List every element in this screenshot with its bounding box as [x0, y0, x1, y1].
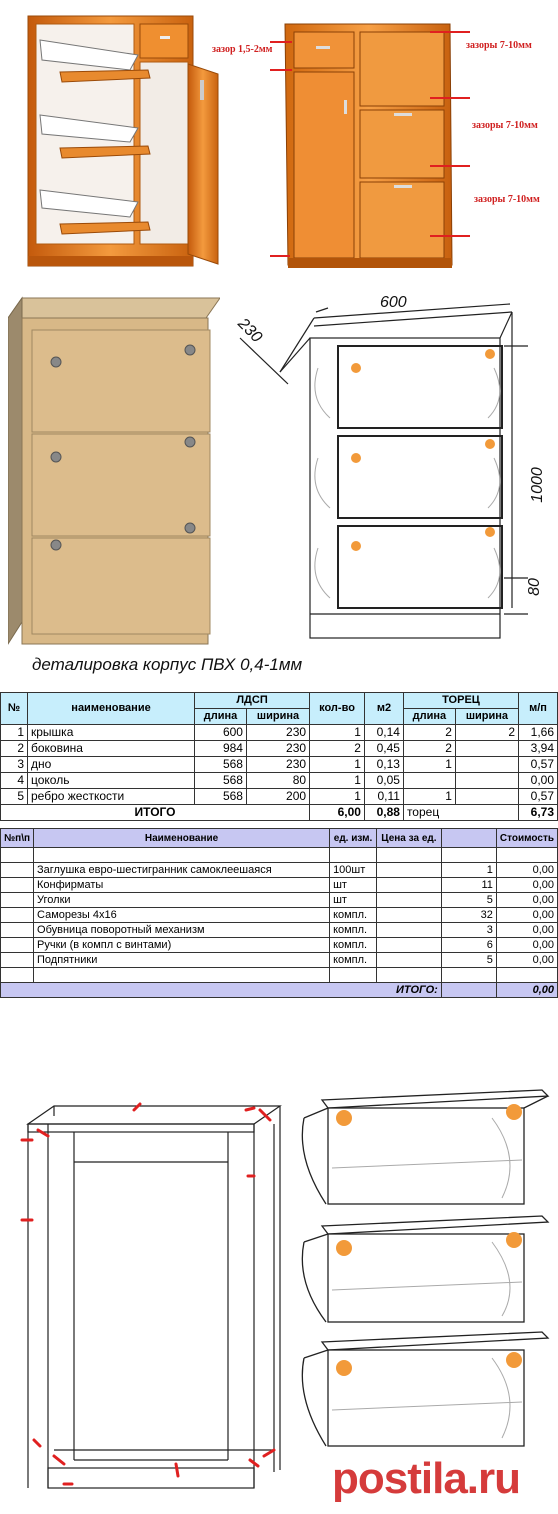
col-hw-price: Цена за ед.	[376, 829, 441, 848]
table-row	[1, 953, 558, 968]
hardware-table	[0, 828, 558, 998]
cell-length: 568	[195, 773, 247, 789]
cell-hw-cost: 0,00	[496, 953, 557, 968]
cell-hw-count	[441, 848, 496, 863]
cell-no: 1	[1, 725, 28, 741]
col-edge-width: ширина	[455, 709, 518, 725]
plinth-dimension: 80	[525, 578, 543, 596]
cell-edge-length: 1	[403, 757, 455, 773]
cell-hw-cost: 0,00	[496, 938, 557, 953]
col-m2: м2	[364, 693, 403, 725]
cell-hw-unit: компл.	[330, 953, 377, 968]
cell-m2: 0,05	[364, 773, 403, 789]
gap-label-mid: зазоры 7-10мм	[472, 120, 538, 131]
cell-hw-cost: 0,00	[496, 893, 557, 908]
depth-dimension: 230	[234, 315, 266, 347]
cell-hw-count: 3	[441, 923, 496, 938]
col-edge-length: длина	[403, 709, 455, 725]
cell-hw-unit: компл.	[330, 908, 377, 923]
cell-edge-length: 2	[403, 725, 455, 741]
cell-no: 3	[1, 757, 28, 773]
cell-hw-cost	[496, 848, 557, 863]
cell-mp: 0,00	[519, 773, 558, 789]
table-row	[1, 938, 558, 953]
cell-mp: 0,57	[519, 789, 558, 805]
cell-hw-count: 1	[441, 863, 496, 878]
cell-hw-name: Саморезы 4х16	[34, 908, 330, 923]
cell-hw-unit	[330, 968, 377, 983]
cell-edge-width	[455, 789, 518, 805]
cell-hw-cost	[496, 968, 557, 983]
cell-no: 2	[1, 741, 28, 757]
table-row	[1, 908, 558, 923]
cell-hw-name: Заглушка евро-шестигранник самоклеешаяся	[34, 863, 330, 878]
cell-hw-cost: 0,00	[496, 863, 557, 878]
table-row	[1, 878, 558, 893]
cell-m2: 0,14	[364, 725, 403, 741]
cell-edge-length: 1	[403, 789, 455, 805]
cell-mp: 3,94	[519, 741, 558, 757]
cell-qty: 1	[310, 789, 365, 805]
total-mp: 6,73	[519, 805, 558, 821]
height-dimension: 1000	[528, 467, 546, 503]
watermark: postila.ru	[332, 1454, 521, 1503]
gap-label-bot: зазоры 7-10мм	[474, 194, 540, 205]
cell-name: ребро жесткости	[28, 789, 195, 805]
cell-no: 5	[1, 789, 28, 805]
cell-length: 600	[195, 725, 247, 741]
cell-hw-name: Конфирматы	[34, 878, 330, 893]
table-row	[1, 741, 558, 757]
col-hw-no: №п\п	[1, 829, 34, 848]
hw-total-cost: 0,00	[496, 983, 557, 998]
col-edge: ТОРЕЦ	[403, 693, 518, 709]
hw-total-label: ИТОГО:	[1, 983, 442, 998]
cell-no: 4	[1, 773, 28, 789]
cell-m2: 0,11	[364, 789, 403, 805]
width-dimension: 600	[380, 294, 407, 311]
cell-hw-count: 6	[441, 938, 496, 953]
col-no: №	[1, 693, 28, 725]
total-edge-label: торец	[403, 805, 518, 821]
cell-hw-count: 32	[441, 908, 496, 923]
cell-hw-unit	[330, 848, 377, 863]
col-hw-cost: Стоимость	[496, 829, 557, 848]
table-row	[1, 725, 558, 741]
cell-length: 984	[195, 741, 247, 757]
cell-width: 200	[246, 789, 309, 805]
swing-drawer-top	[292, 1088, 554, 1212]
cell-edge-width: 2	[455, 725, 518, 741]
cell-hw-unit: компл.	[330, 923, 377, 938]
cell-qty: 1	[310, 725, 365, 741]
cell-edge-length: 2	[403, 741, 455, 757]
cell-width: 230	[246, 741, 309, 757]
cabinet-open-photo	[20, 10, 225, 275]
cell-name: боковина	[28, 741, 195, 757]
detail-caption: деталировка корпус ПВХ 0,4-1мм	[32, 655, 303, 674]
cell-hw-unit: компл.	[330, 938, 377, 953]
cell-name: крышка	[28, 725, 195, 741]
col-ldsp: ЛДСП	[195, 693, 310, 709]
cell-width: 230	[246, 725, 309, 741]
cell-name: дно	[28, 757, 195, 773]
cell-hw-cost: 0,00	[496, 908, 557, 923]
col-width: ширина	[246, 709, 309, 725]
cell-hw-unit: шт	[330, 878, 377, 893]
col-qty: кол-во	[310, 693, 365, 725]
cell-hw-unit: 100шт	[330, 863, 377, 878]
cell-hw-name	[34, 848, 330, 863]
col-name: наименование	[28, 693, 195, 725]
cell-name: цоколь	[28, 773, 195, 789]
col-hw-unit: ед. изм.	[330, 829, 377, 848]
table-row	[1, 863, 558, 878]
parts-table	[0, 692, 558, 821]
cell-hw-count: 5	[441, 953, 496, 968]
cell-qty: 1	[310, 773, 365, 789]
cell-hw-name: Уголки	[34, 893, 330, 908]
cell-qty: 2	[310, 741, 365, 757]
cell-length: 568	[195, 757, 247, 773]
total-label: ИТОГО	[1, 805, 310, 821]
cell-hw-count	[441, 968, 496, 983]
table-row	[1, 923, 558, 938]
gap-label-top: зазоры 7-10мм	[466, 40, 532, 51]
total-qty: 6,00	[310, 805, 365, 821]
col-hw-count	[441, 829, 496, 848]
table-row	[1, 968, 558, 983]
cell-edge-width	[455, 757, 518, 773]
hw-total-row	[1, 983, 558, 998]
cell-mp: 1,66	[519, 725, 558, 741]
cell-width: 230	[246, 757, 309, 773]
cell-qty: 1	[310, 757, 365, 773]
table-row	[1, 789, 558, 805]
cell-hw-name	[34, 968, 330, 983]
table-row	[1, 848, 558, 863]
cell-hw-cost: 0,00	[496, 878, 557, 893]
cell-m2: 0,13	[364, 757, 403, 773]
oak-cabinet-render	[8, 292, 220, 648]
drawer-gap-label: зазор 1,5-2мм	[212, 44, 273, 55]
swing-drawer-middle	[292, 1212, 554, 1328]
cell-mp: 0,57	[519, 757, 558, 773]
total-row	[1, 805, 558, 821]
cell-edge-width	[455, 741, 518, 757]
total-m2: 0,88	[364, 805, 403, 821]
cell-hw-name: Обувница поворотный механизм	[34, 923, 330, 938]
table-row	[1, 893, 558, 908]
cell-hw-name: Подпятники	[34, 953, 330, 968]
cabinet-wireframe-dimensions	[228, 298, 558, 648]
cell-width: 80	[246, 773, 309, 789]
col-length: длина	[195, 709, 247, 725]
table-row	[1, 757, 558, 773]
cell-edge-length	[403, 773, 455, 789]
cell-edge-width	[455, 773, 518, 789]
col-mp: м/п	[519, 693, 558, 725]
gap-marker-lines	[270, 30, 470, 270]
cell-hw-count: 5	[441, 893, 496, 908]
cell-hw-cost: 0,00	[496, 923, 557, 938]
cell-hw-unit: шт	[330, 893, 377, 908]
cell-hw-count: 11	[441, 878, 496, 893]
cell-m2: 0,45	[364, 741, 403, 757]
carcass-wireframe	[14, 1080, 294, 1495]
table-row	[1, 773, 558, 789]
cell-hw-name: Ручки (в компл с винтами)	[34, 938, 330, 953]
col-hw-name: Наименование	[34, 829, 330, 848]
swing-drawer-bottom	[292, 1328, 554, 1452]
cell-length: 568	[195, 789, 247, 805]
